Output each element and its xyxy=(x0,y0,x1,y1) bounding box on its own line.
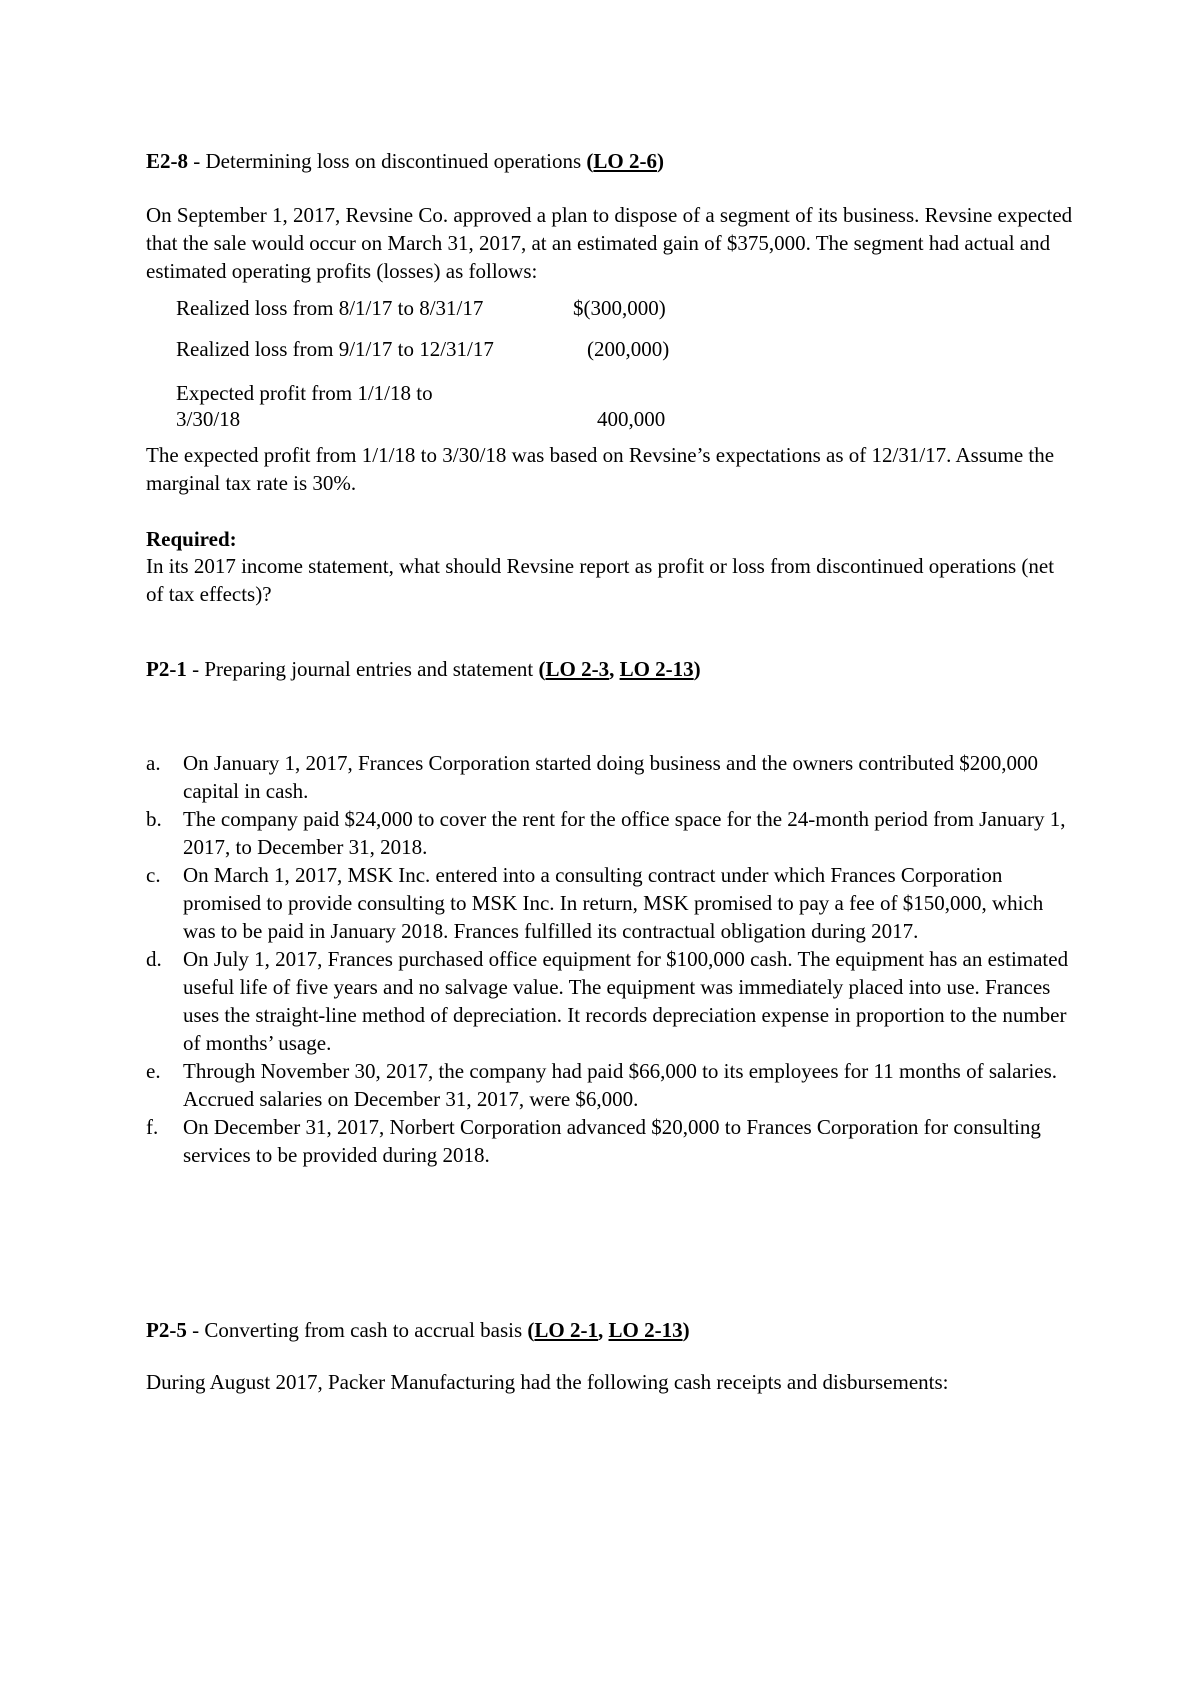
list-item-text: On March 1, 2017, MSK Inc. entered into a consulting contract under which Frances Corporation promised to provide consulting to MSK Inc. In return, MSK promised to pay a fee of $150,000, which was to be paid in January 2018. Frances fulfilled its contractual obligation during 2017. xyxy=(183,863,1044,943)
e28-row-2-label: Realized loss from 9/1/17 to 12/31/17 xyxy=(176,337,494,361)
e28-row-3-value: 400,000 xyxy=(597,407,666,431)
p21-lo-close: ) xyxy=(693,657,701,681)
list-item xyxy=(146,805,1076,861)
p21-lo-open: ( xyxy=(538,657,546,681)
e28-after: The expected profit from 1/1/18 to 3/30/18 was based on Revsine’s expectations as of 12/31/17. Assume the marginal tax rate is 30%. xyxy=(146,443,1055,495)
list-item-text: On December 31, 2017, Norbert Corporation advanced $20,000 to Frances Corporation for consulting services to be provided during 2018. xyxy=(183,1115,1041,1167)
p25-heading xyxy=(146,1316,1076,1344)
p25-lo-close: ) xyxy=(682,1318,690,1342)
list-marker: b. xyxy=(146,807,162,831)
p21-lo-link-2[interactable]: LO 2-13 xyxy=(619,657,694,681)
list-item xyxy=(146,861,1076,945)
list-item-text: The company paid $24,000 to cover the rent for the office space for the 24-month period from January 1, 2017, to December 31, 2018. xyxy=(183,807,1066,859)
e28-intro: On September 1, 2017, Revsine Co. approved a plan to dispose of a segment of its business. Revsine expected that the sale would occur on March 31, 2017, at an estimated gain of $375,000. The segment had actual and estimated operating profits (losses) as follows: xyxy=(146,203,1073,283)
e28-heading xyxy=(146,147,1076,175)
list-item xyxy=(146,1113,1076,1169)
e28-title: Determining loss on discontinued operations xyxy=(205,149,582,173)
p25-dash: - xyxy=(186,1318,205,1342)
p21-code: P2-1 xyxy=(146,657,187,681)
p25-intro: During August 2017, Packer Manufacturing had the following cash receipts and disbursements: xyxy=(146,1370,949,1394)
e28-dash: - xyxy=(188,149,206,173)
list-marker: c. xyxy=(146,863,161,887)
p21-lo-sep: , xyxy=(609,657,620,681)
p21-list xyxy=(146,749,1076,1169)
p25-lo-link-2[interactable]: LO 2-13 xyxy=(608,1318,683,1342)
e28-row-3-label-cont: 3/30/18 xyxy=(176,407,241,431)
e28-row-3-label: Expected profit from 1/1/18 to xyxy=(176,381,433,405)
p21-heading xyxy=(146,655,1076,683)
e28-code: E2-8 xyxy=(146,149,188,173)
e28-lo-link[interactable]: LO 2-6 xyxy=(593,149,657,173)
e28-required-label: Required: xyxy=(146,527,237,551)
list-item xyxy=(146,1057,1076,1113)
e28-row-2-value: (200,000) xyxy=(587,337,670,361)
list-item-text: Through November 30, 2017, the company had paid $66,000 to its employees for 11 months of salaries. Accrued salaries on December 31, 2017, were $6,000. xyxy=(183,1059,1058,1111)
p25-title: Converting from cash to accrual basis xyxy=(204,1318,523,1342)
p25-code: P2-5 xyxy=(146,1318,187,1342)
list-item-text: On July 1, 2017, Frances purchased office equipment for $100,000 cash. The equipment has an estimated useful life of five years and no salvage value. The equipment was immediately placed into use. Frances uses the straight-line method of depreciation. It records depreciation expense in proportion to the number of months’ usage. xyxy=(183,947,1069,1055)
e28-lo-close: ) xyxy=(656,149,664,173)
list-item-text: On January 1, 2017, Frances Corporation started doing business and the owners contributed $200,000 capital in cash. xyxy=(183,751,1039,803)
list-marker: f. xyxy=(146,1115,159,1139)
list-marker: e. xyxy=(146,1059,161,1083)
list-marker: a. xyxy=(146,751,161,775)
list-item xyxy=(146,749,1076,805)
e28-row-1-label: Realized loss from 8/1/17 to 8/31/17 xyxy=(176,296,484,320)
p21-dash: - xyxy=(186,657,205,681)
e28-required-text: In its 2017 income statement, what should Revsine report as profit or loss from discontinued operations (net of tax effects)? xyxy=(146,554,1055,606)
p21-title: Preparing journal entries and statement xyxy=(204,657,534,681)
e28-lo-open: ( xyxy=(586,149,594,173)
list-item xyxy=(146,945,1076,1057)
e28-row-1-value: $(300,000) xyxy=(573,296,666,320)
p25-lo-link-1[interactable]: LO 2-1 xyxy=(534,1318,598,1342)
p25-lo-sep: , xyxy=(598,1318,609,1342)
p25-lo-open: ( xyxy=(527,1318,535,1342)
p21-lo-link-1[interactable]: LO 2-3 xyxy=(545,657,610,681)
list-marker: d. xyxy=(146,947,162,971)
